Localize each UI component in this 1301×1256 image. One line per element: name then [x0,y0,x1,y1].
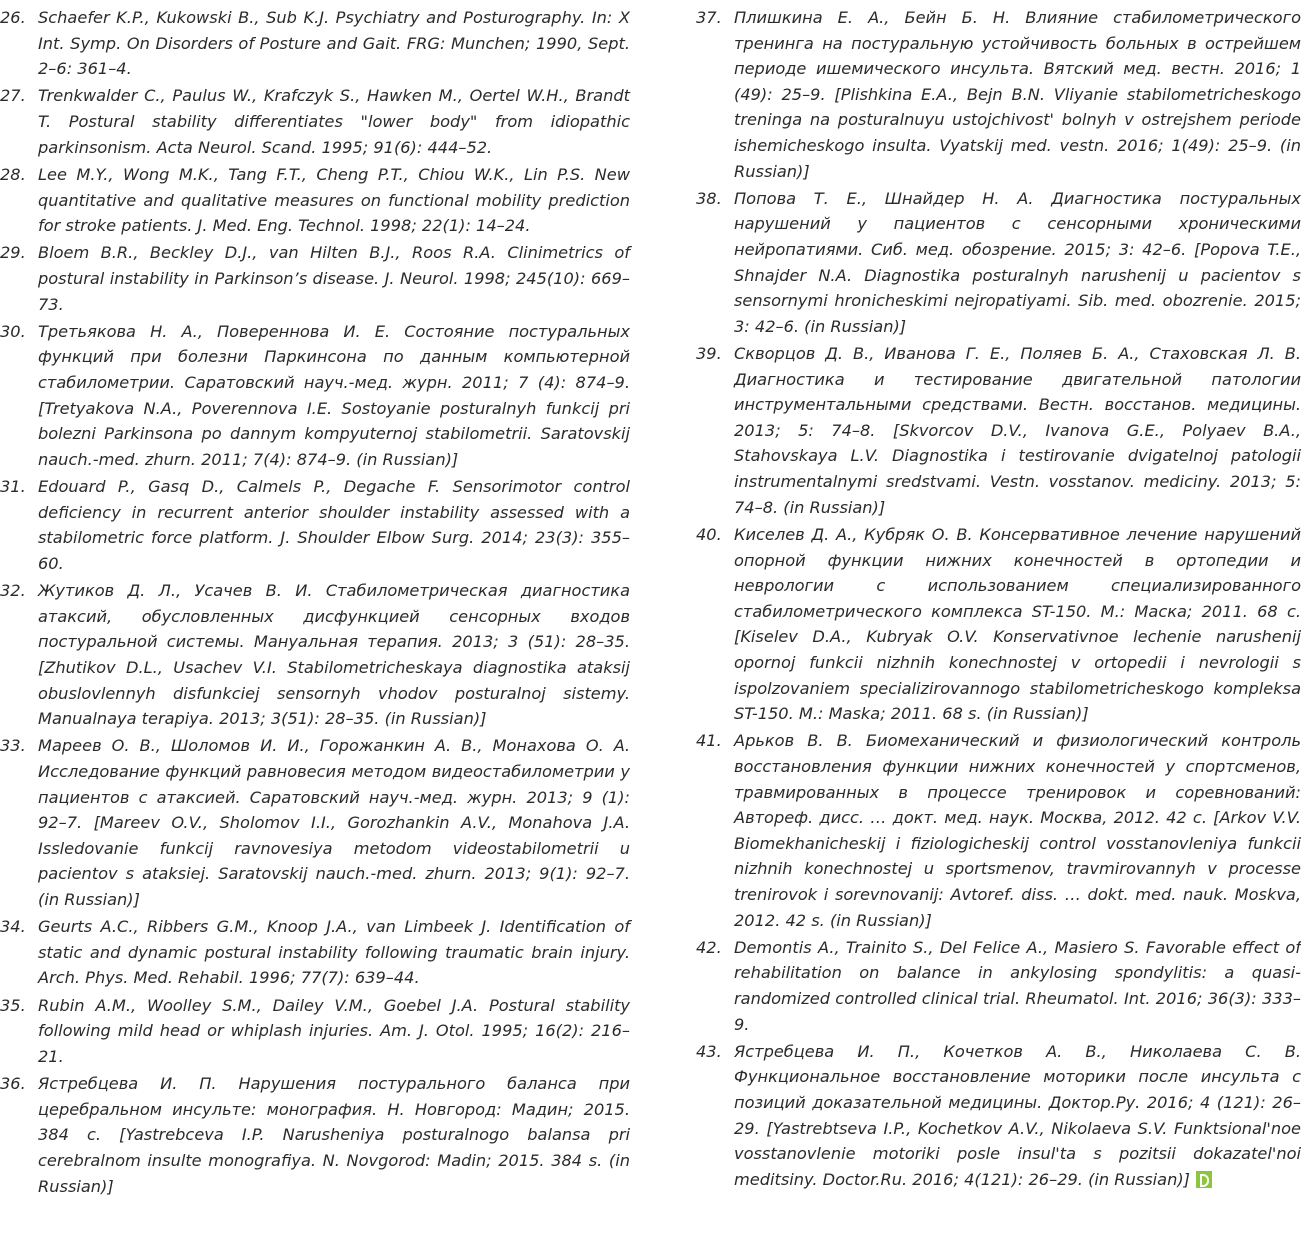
reference-number: 40. [696,524,722,544]
reference-number: 31. [0,477,26,497]
reference-text: Edouard P., Gasq D., Calmels P., Degache F. Sensorimotor control deficiency in recurrent anterior shoulder instability assessed with a stabilometric force platform. J. Shoulder Elbow Surg. 2014; 23(3): 355–60. [38,477,630,573]
reference-text: Ястребцева И. П. Нарушения постурального баланса при церебральном инсульте: монография. Н. Новгород: Мадин; 2015. 384 с. [Yastrebceva I.P. Narusheniya posturalnogo balansa pri cerebralnom insulte monografiya. N. Novgorod: Madin; 2015. 384 s. (in Russian)] [38,1074,630,1196]
reference-number: 37. [696,8,722,27]
reference-item [0,5,630,82]
reference-number: 38. [696,188,722,208]
reference-text: Geurts A.C., Ribbers G.M., Knoop J.A., van Limbeek J. Identification of static and dynamic postural instability following traumatic brain injury. Arch. Phys. Med. Rehabil. 1996; 77(7): 639–44. [38,917,630,988]
reference-item [696,5,1301,184]
reference-text: Demontis A., Trainito S., Del Felice A., Masiero S. Favorable effect of rehabilitation on balance in ankylosing spondylitis: a quasi-randomized controlled clinical trial. Rheumatol. Int. 2016; 36(3): 333–9. [734,937,1301,1034]
reference-text: Арьков В. В. Биомеханический и физиологический контроль восстановления функции нижних конечностей у спортсменов, травмированных в процессе тренировок и соревнований: Автореф. дисс. … докт. мед. наук. Москва, 2012. 42 с. [Arkov V.V. Biomekhanicheskij i fiziologicheskij control vosstanovleniya funkcii nizhnih konechnostej u sportsmenov, travmirovannyh v processe trenirovok i sorevnovanij: Avtoref. diss. … dokt. med. nauk. Moskva, 2012. 42 s. (in Russian)] [734,731,1301,930]
reference-item [0,993,630,1070]
reference-number: 33. [0,736,26,756]
reference-number: 27. [0,86,26,106]
reference-item [696,1039,1301,1193]
reference-item [696,186,1301,340]
references-right-column [696,5,1301,1256]
reference-item [696,522,1301,727]
reference-number: 34. [0,917,26,937]
reference-text: Попова Т. Е., Шнайдер Н. А. Диагностика постуральных нарушений у пациентов с сенсорными хроническими нейропатиями. Сиб. мед. обозрение. 2015; 3: 42–6. [Popova T.E., Shnajder N.A. Diagnostika posturalnyh narushenij u pacientov s sensornymi hronicheskimi nejropatiyami. Sib. med. obozrenie. 2015; 3: 42–6. (in Russian)] [734,188,1301,336]
reference-item [0,474,630,576]
reference-item [0,319,630,473]
reference-number: 32. [0,581,26,601]
reference-text: Trenkwalder C., Paulus W., Krafczyk S., Hawken M., Oertel W.H., Brandt T. Postural stability differentiates "lower body" from idiopathic parkinsonism. Acta Neurol. Scand. 1995; 91(6): 444–52. [38,86,630,157]
reference-item [0,1071,630,1199]
reference-number: 26. [0,8,26,27]
reference-item [0,578,630,732]
reference-text: Bloem B.R., Beckley D.J., van Hilten B.J., Roos R.A. Clinimetrics of postural instability in Parkinson’s disease. J. Neurol. 1998; 245(10): 669–73. [38,243,630,314]
reference-item [0,240,630,317]
references-left-column [0,5,630,1256]
reference-text: Скворцов Д. В., Иванова Г. Е., Поляев Б. А., Стаховская Л. В. Диагностика и тестирование двигательной патологии инструментальными средствами. Вестн. восстанов. медицины. 2013; 5: 74–8. [Skvorcov D.V., Ivanova G.E., Polyaev B.A., Stahovskaya L.V. Diagnostika i testirovanie dvigatelnoj patologii instrumentalnymi sredstvami. Vestn. vosstanov. mediciny. 2013; 5: 74–8. (in Russian)] [734,344,1301,517]
reference-number: 36. [0,1074,26,1094]
reference-text: Киселев Д. А., Кубряк О. В. Консервативное лечение нарушений опорной функции нижних конечностей в ортопедии и неврологии с использованием специализированного стабилометрического комплекса ST-150. М.: Маска; 2011. 68 с. [Kiselev D.A., Kubryak O.V. Konservativnoe lechenie narushenij opornoj funkcii nizhnih konechnostej v ortopedii i nevrologii s ispolzovaniem specializirovannogo stabilometricheskogo kompleksa ST-150. M.: Maska; 2011. 68 s. (in Russian)] [734,524,1301,724]
reference-item [696,728,1301,933]
reference-text: Плишкина Е. А., Бейн Б. Н. Влияние стабилометрического тренинга на постуральную устойчивость больных в острейшем периоде ишемического инсульта. Вятский мед. вестн. 2016; 1 (49): 25–9. [Plishkina E.A., Bejn B.N. Vliyanie stabilometricheskogo treninga na posturalnuyu ustojchivost' bolnyh v ostrejshem periode ishemicheskogo insulta. Vyatskij med. vestn. 2016; 1(49): 25–9. (in Russian)] [734,8,1301,181]
reference-number: 29. [0,243,26,263]
reference-number: 43. [696,1041,722,1061]
reference-item [0,733,630,912]
reference-text: Ястребцева И. П., Кочетков А. В., Николаева С. В. Функциональное восстановление моторики после инсульта с позиций доказательной медицины. Доктор.Ру. 2016; 4 (121): 26–29. [Yastrebtseva I.P., Kochetkov A.V., Nikolaeva S.V. Funktsional'noe vosstanovlenie motoriki posle insul'ta s pozitsii dokazatel'noi meditsiny. Doctor.Ru. 2016; 4(121): 26–29. (in Russian)] [734,1041,1301,1189]
reference-item [0,162,630,239]
reference-number: 35. [0,995,26,1015]
reference-text: Rubin A.M., Woolley S.M., Dailey V.M., Goebel J.A. Postural stability following mild head or whiplash injuries. Am. J. Otol. 1995; 16(2): 216–21. [38,995,630,1066]
reference-number: 42. [696,937,722,957]
reference-text: Мареев О. В., Шоломов И. И., Горожанкин А. В., Монахова О. А. Исследование функций равновесия методом видеостабилометрии у пациентов с атаксией. Саратовский науч.-мед. журн. 2013; 9 (1): 92–7. [Mareev O.V., Sholomov I.I., Gorozhankin A.V., Monahova J.A. Issledovanie funkcij ravnovesiya metodom videostabilometrii u pacientov s ataksiej. Saratovskij nauch.-med. zhurn. 2013; 9(1): 92–7. (in Russian)] [38,736,630,909]
reference-number: 30. [0,321,26,341]
end-of-article-icon [1196,1171,1212,1188]
reference-text: Жутиков Д. Л., Усачев В. И. Стабилометрическая диагностика атаксий, обусловленных дисфункцией сенсорных входов постуральной системы. Мануальная терапия. 2013; 3 (51): 28–35. [Zhutikov D.L., Usachev V.I. Stabilometricheskaya diagnostika ataksij obuslovlennyh disfunkciej sensornyh vhodov posturalnoj sistemy. Manualnaya terapiya. 2013; 3(51): 28–35. (in Russian)] [38,581,630,729]
reference-text: Schaefer K.P., Kukowski B., Sub K.J. Psychiatry and Posturography. In: X Int. Symp. On Disorders of Posture and Gait. FRG: Munchen; 1990, Sept. 2–6: 361–4. [38,8,630,79]
reference-number: 41. [696,731,722,751]
reference-item [696,341,1301,520]
reference-text: Lee M.Y., Wong M.K., Tang F.T., Cheng P.T., Chiou W.K., Lin P.S. New quantitative and qualitative measures on functional mobility prediction for stroke patients. J. Med. Eng. Technol. 1998; 22(1): 14–24. [38,164,630,236]
reference-number: 39. [696,344,722,364]
reference-text: Третьякова Н. А., Поверенновa И. Е. Состояние постуральных функций при болезни Паркинсона по данным компьютерной стабилометрии. Саратовский науч.-мед. журн. 2011; 7 (4): 874–9. [Tretyakova N.A., Poverennova I.E. Sostoyanie posturalnyh funkcij pri bolezni Parkinsona po dannym kompyuternoj stabilometrii. Saratovskij nauch.-med. zhurn. 2011; 7(4): 874–9. (in Russian)] [38,321,630,469]
reference-item [0,83,630,160]
reference-item [696,935,1301,1037]
reference-item [0,914,630,991]
reference-number: 28. [0,164,26,184]
